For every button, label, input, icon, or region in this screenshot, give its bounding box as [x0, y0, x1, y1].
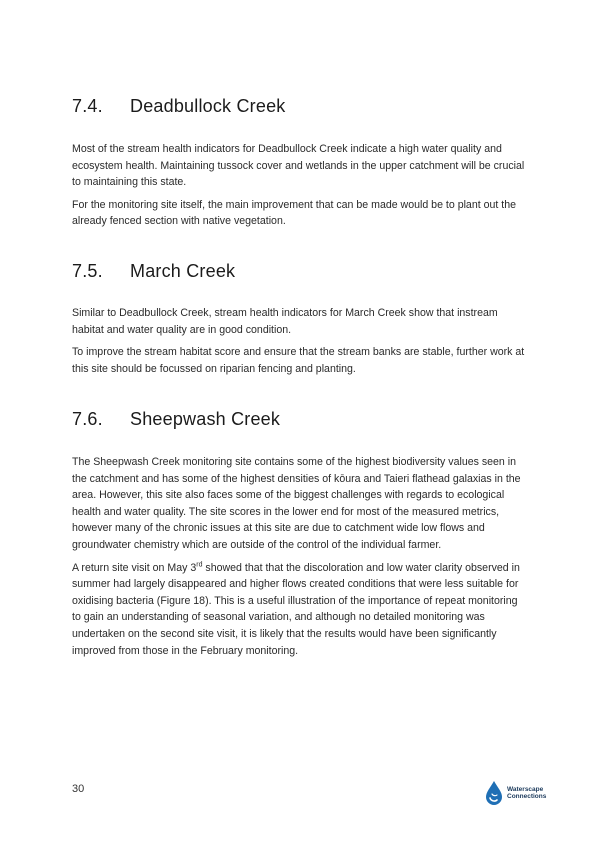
section-deadbullock-creek: [72, 96, 528, 230]
logo-wordmark: [507, 786, 546, 801]
section-title: March Creek: [130, 261, 236, 281]
section-heading: [72, 261, 528, 282]
page-number: 30: [72, 783, 85, 795]
section-march-creek: [72, 261, 528, 377]
section-number: 7.5.: [72, 261, 103, 281]
paragraph: For the monitoring site itself, the main improvement that can be made would be to plant out the already fenced section with native vegetation.: [72, 198, 517, 228]
section-heading: [72, 409, 528, 430]
section-title: Sheepwash Creek: [130, 409, 281, 429]
logo-line-1: Waterscape: [507, 785, 544, 793]
paragraph: Most of the stream health indicators for Deadbullock Creek indicate a high water quality and ecosystem health. Maintaining tussock cover and wetlands in the upper catchment will be crucial to maintaining this state.: [72, 143, 525, 189]
company-logo: [484, 780, 546, 806]
paragraph: Similar to Deadbullock Creek, stream health indicators for March Creek show that instream habitat and water quality are in good condition.: [72, 307, 498, 336]
paragraph-return-visit: [72, 560, 528, 660]
text-fragment: A return site visit on May 3: [72, 561, 197, 574]
water-drop-icon: [484, 780, 504, 806]
section-title: Deadbullock Creek: [130, 96, 286, 116]
paragraph: The Sheepwash Creek monitoring site contains some of the highest biodiversity values seen in the catchment and has some of the highest densities of kōura and Taieri flathead galaxias in the area. However, this site also faces some of the biggest challenges with regards to ecological health and water quality. The site scores in the lower end for most of the measured metrics, however many of the chronic issues at this site are due to catchment wide low flows and groundwater chemistry which are outside of the control of the individual farmer.: [72, 456, 521, 551]
logo-line-2: Connections: [507, 793, 547, 800]
text-fragment: showed that that the discoloration and low water clarity observed in summer had largely disappeared and higher flows created conditions that were less suitable for oxidising bacteria (Figure 18). This is a useful illustration of the importance of repeat monitoring to gain an understanding of seasonal variation, and although no detailed monitoring was undertaken on the second site visit, it is likely that the results would have been significantly improved from those in the February monitoring.: [72, 561, 520, 657]
ordinal-suffix: rd: [196, 561, 203, 569]
section-heading: [72, 96, 528, 117]
section-sheepwash-creek: [72, 409, 528, 659]
section-number: 7.6.: [72, 409, 103, 429]
section-number: 7.4.: [72, 96, 103, 116]
paragraph: To improve the stream habitat score and ensure that the stream banks are stable, further work at this site should be focussed on riparian fencing and planting.: [72, 346, 525, 375]
